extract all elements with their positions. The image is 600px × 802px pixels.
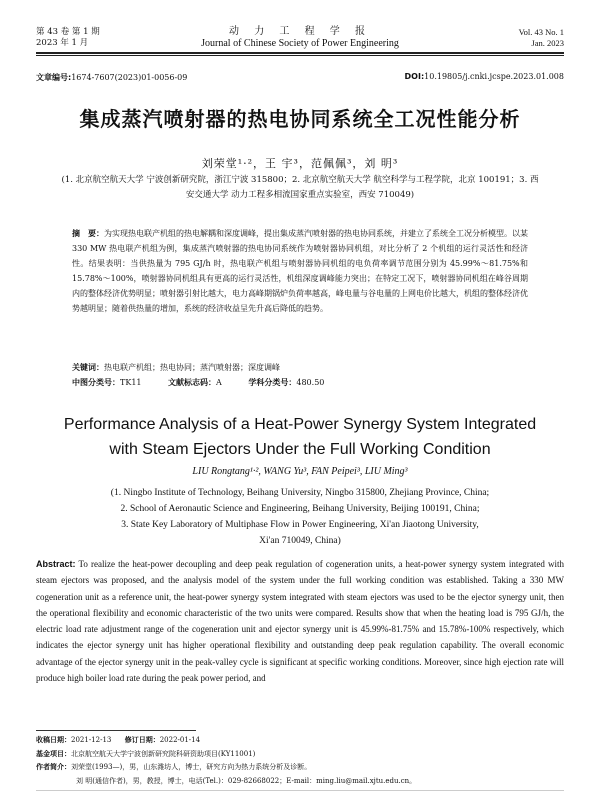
header-vol-en: Vol. 43 No. 1 bbox=[518, 27, 564, 37]
doc-value: A bbox=[216, 378, 222, 387]
fund-value: 北京航空航天大学宁波创新研究院科研资助项目(KY11001) bbox=[71, 749, 256, 758]
subj-value: 480.50 bbox=[296, 378, 325, 387]
header-rule-thin bbox=[36, 55, 564, 56]
author-bio-value: 刘荣堂(1993—)，男，山东潍坊人，博士，研究方向为热力系统分析及诊断。 bbox=[71, 763, 312, 771]
doi bbox=[405, 72, 564, 83]
article-number bbox=[36, 72, 187, 83]
abstract-cn-label: 摘 要： bbox=[72, 229, 104, 238]
authors-en: LIU Rongtang¹·², WANG Yu³, FAN Peipei³, LIU Ming³ bbox=[192, 466, 408, 477]
title-cn: 集成蒸汽喷射器的热电协同系统全工况性能分析 bbox=[79, 107, 521, 131]
footnote-corresponding bbox=[36, 775, 564, 789]
corresponding-author: 刘 明(通信作者)，男，教授，博士，电话(Tel.)：029-82668022；E-mail：ming.liu@mail.xjtu.edu.cn。 bbox=[76, 776, 417, 785]
affiliation-en-2: 2. School of Aeronautic Science and Engineering, Beihang University, Beijing 100191, China; bbox=[120, 504, 480, 514]
fund-label: 基金项目： bbox=[36, 749, 71, 758]
page-bottom-rule bbox=[36, 790, 564, 791]
keywords-cn-label: 关键词： bbox=[72, 363, 104, 372]
revised-label: 修订日期： bbox=[124, 736, 160, 744]
footnote-dates bbox=[36, 734, 564, 748]
revised-value: 2022-01-14 bbox=[159, 736, 201, 744]
classification-cn bbox=[72, 375, 528, 390]
keywords-cn bbox=[72, 360, 528, 375]
article-number-value: 1674-7607(2023)01-0056-09 bbox=[71, 73, 188, 82]
doi-value: 10.19805/j.cnki.jcspe.2023.01.008 bbox=[424, 72, 564, 81]
article-meta bbox=[36, 72, 564, 83]
header-journal bbox=[150, 25, 450, 50]
abstract-en bbox=[36, 556, 564, 686]
abstract-cn bbox=[72, 226, 528, 316]
affiliations-cn: (1. 北京航空航天大学 宁波创新研究院，浙江宁波 315800；2. 北京航空航天大学 航空科学与工程学院，北京 100191；3. 西安交通大学 动力工程多相流国家重点实验室，西安 710049) bbox=[61, 175, 539, 200]
abstract-en-label: Abstract: bbox=[36, 559, 76, 569]
journal-name-en: Journal of Chinese Society of Power Engineering bbox=[201, 38, 399, 49]
header-issue bbox=[36, 27, 100, 49]
title-en bbox=[36, 412, 564, 462]
author-bio-label: 作者简介： bbox=[36, 763, 71, 771]
header-volume bbox=[519, 27, 564, 49]
footnote-rule bbox=[36, 730, 196, 731]
footnote-fund bbox=[36, 748, 564, 762]
doc-code bbox=[168, 378, 222, 387]
footnotes bbox=[36, 734, 564, 788]
authors-cn: 刘荣堂¹·²，王 宇³，范佩佩³，刘 明³ bbox=[201, 157, 399, 170]
clc-number bbox=[72, 378, 142, 387]
subject-code bbox=[248, 378, 324, 387]
abstract-en-text: To realize the heat-power decoupling and deep peak regulation of cogeneration units, a heat-power synergy system integrated with steam ejectors was proposed, and the analysis model of the system under the full working condition was established. Taking a 330 MW cogeneration unit as a reference unit, the heat-power synergy system integrated with steam ejectors was used to be the ejector synergy unit, then the operational flexibility and economic characteristic of the two units were compared. Results show that when the heating load is 795 GJ/h, the electric load rate adjustment range of the cogeneration unit and ejector synergy unit is 45.99%-81.75% and 15.78%-100% respectively, which indicates the ejector synergy unit has higher operational flexibility and outstanding deep peak regulation capability. The overall economic advantage of the ejector synergy unit in the peak-valley cycle is significant at specific working conditions. Moreover, since high ejection rate will produce high boiler load rate during the peak power period, and bbox=[36, 559, 564, 684]
journal-name-cn: 动 力 工 程 学 报 bbox=[229, 26, 371, 37]
affiliation-en-1: (1. Ningbo Institute of Technology, Beihang University, Ningbo 315800, Zhejiang Province, China; bbox=[110, 488, 490, 498]
clc-value: TK11 bbox=[120, 378, 142, 387]
clc-label: 中图分类号： bbox=[72, 378, 120, 387]
header-rule-thick bbox=[36, 52, 564, 54]
affiliation-en-4: Xi'an 710049, China) bbox=[259, 536, 341, 546]
abstract-cn-text: 为实现热电联产机组的热电解耦和深度调峰，提出集成蒸汽喷射器的热电协同系统，并建立了系统全工况分析模型。以某 330 MW 热电联产机组为例，集成蒸汽喷射器的热电协同系统作为喷射器协同机组，对比分析了 2 个机组的运行灵活性和经济性。结果表明：当供热量为 795 GJ/h 时，热电联产机组与喷射器协同机组的电负荷率调节范围分别为 45.99%～81.75%和 15.78%～100%，喷射器协同机组具有更高的运行灵活性，机组深度调峰能力突出；在特定工况下，喷射器协同机组在峰谷周期内的整体经济优势明显；喷射器引射比越大，电力高峰期锅炉负荷率越高，峰电量与谷电量的上网电价比越大，机组的整体经济优势越明显；随着供热量的增加，系统的经济收益呈先升高后降低的趋势。 bbox=[72, 229, 528, 313]
header-date-cn: 2023 年 1 月 bbox=[36, 38, 89, 48]
title-en-line1: Performance Analysis of a Heat-Power Synergy System Integrated bbox=[63, 416, 537, 433]
received-label: 收稿日期： bbox=[36, 736, 71, 744]
doc-label: 文献标志码： bbox=[168, 378, 217, 387]
affiliation-en-3: 3. State Key Laboratory of Multiphase Flow in Power Engineering, Xi'an Jiaotong University, bbox=[121, 520, 479, 530]
keywords-cn-text: 热电联产机组；热电协同；蒸汽喷射器；深度调峰 bbox=[104, 363, 280, 372]
header-date-en: Jan. 2023 bbox=[531, 38, 564, 48]
header-issue-cn: 第 43 卷 第 1 期 bbox=[36, 27, 100, 37]
footnote-author bbox=[36, 761, 564, 775]
title-en-line2: with Steam Ejectors Under the Full Working Condition bbox=[109, 441, 491, 458]
article-number-label: 文章编号: bbox=[36, 73, 72, 82]
affiliations-en bbox=[50, 485, 550, 549]
subj-label: 学科分类号： bbox=[248, 378, 297, 387]
doi-label: DOI: bbox=[404, 72, 425, 81]
received-value: 2021-12-13 bbox=[71, 736, 112, 744]
